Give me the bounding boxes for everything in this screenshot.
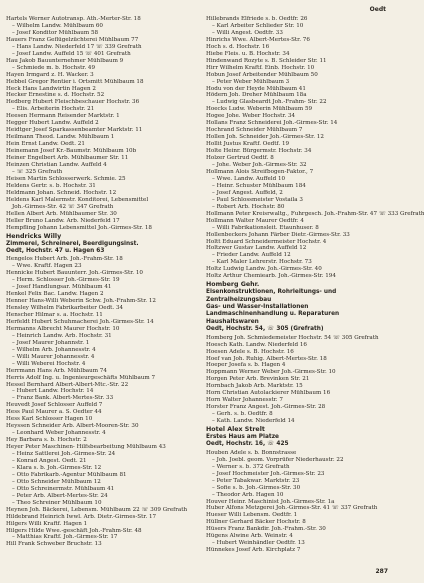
directory-entry: – Heinrich Landw. Arb. Hochstr. 31 <box>12 332 112 339</box>
directory-entry: Hügens Alwine Arb. Weinstr. 4 <box>206 533 293 540</box>
directory-entry: – Robert Arb. Hochstr. 80 <box>212 203 285 210</box>
directory-entry: Hobun Josef Arbeitender Mühlbaum 50 <box>206 71 318 78</box>
ad-homberg-line: Gas- und Wasser-Installationen <box>206 304 309 311</box>
directory-entry: Hein Ernst Landw. Oedt. 21 <box>6 141 85 148</box>
directory-entry: – Karl Maler Lehrerstr. Hochstr. 73 <box>212 259 312 266</box>
directory-entry: Hoecks Ludw. Weberin Mühlbaum 59 <box>206 106 313 113</box>
directory-entry: Homberg Joh. Schmiedemeister Hochstr. 54 ☏ 305 Grefrath <box>206 334 379 341</box>
directory-entry: Hollmann Peter Kreisrwaltg., Fuhrgesch. Joh.-Frahm-Str. 47 ☏ 333 Grefrath <box>206 210 424 217</box>
directory-entry: – Willi Maurer Johannesstr. 4 <box>12 353 95 360</box>
page-number: 287 <box>375 568 388 575</box>
directory-entry: – Kath. Landw. Niederfeld 14 <box>212 418 295 425</box>
directory-entry: – Johe. Weber Joh.-Girmes-Str. 32 <box>212 162 307 169</box>
directory-entry: Huber Alfons Metzgerei Joh.-Girmes-Str. 41 ☏ 337 Grefrath <box>206 505 378 512</box>
right-entries-top <box>206 16 424 280</box>
directory-entry: Heidtger Josef Sparkassenbeamter Marktstr. 11 <box>6 127 143 134</box>
directory-entry: – Werner s. b. 372 Grefrath <box>212 463 290 470</box>
directory-entry: – Elis. Arbeiterin Hochstr. 21 <box>12 106 95 113</box>
ad-hotel <box>206 426 391 449</box>
ad-hotel-line1: Erstes Haus am Platze <box>206 434 279 441</box>
directory-entry: Holtz Arthur Chemiearb. Joh.-Girmes-Str. 194 <box>206 273 336 280</box>
directory-entry: Heinzen Christian Landw. Auffeld 4 <box>6 162 107 169</box>
directory-entry: – Theodor Arb. Hagen 10 <box>212 491 284 498</box>
directory-entry: Herrmann Hans Arb. Mühlbaum 74 <box>6 367 107 374</box>
directory-entry: – Willi Angest. Oedtfr. 33 <box>212 29 283 36</box>
directory-entry: – Schmiede m. b. Hochstr. 49 <box>12 64 96 71</box>
directory-entry: – Klara s. b. Joh.-Girmes-Str. 12 <box>12 464 102 471</box>
directory-entry: – Wwe. Landw. Auffeld 10 <box>212 175 286 182</box>
directory-entry: Hüllner Gerhard Bäcker Hochstr. 8 <box>206 519 306 526</box>
directory-entry: Hengelos Hubert Arb. Joh.-Frahm-Str. 18 <box>6 256 123 263</box>
directory-entry: Hartels Werner Autotransp. Ath.-Merter-Str. 18 <box>6 16 141 22</box>
directory-entry: – Otto Fabrikarb.-Agentur Mühlbaum 81 <box>12 471 127 478</box>
directory-entry: Horn Christian Autolackierer Mühlbaum 16 <box>206 390 331 397</box>
directory-entry: Heuvedt Josef Schlosser Auffeld 7 <box>6 402 103 409</box>
directory-entry: – Willi Weberei Hochstr. 4 <box>12 360 86 367</box>
directory-entry: Hollans Franz Schneiderei Joh.-Girmes-Str. 14 <box>206 120 338 127</box>
directory-entry: – Paul Schlossmeister Vostaila 3 <box>212 196 303 203</box>
left-entries-top <box>6 16 191 232</box>
directory-entry: – ☏ 325 Grefrath <box>12 168 63 175</box>
right-column <box>206 16 424 554</box>
left-entries-mid <box>6 256 191 548</box>
directory-entry: Hödern Joh. Dreher Mühlbaum 18a <box>206 92 307 99</box>
ad-hendricks-name: Hendricks Willy <box>6 232 62 240</box>
ad-hotel-name: Hotel Alex Strelt <box>206 426 265 434</box>
directory-entry: – Franz Bank. Albert-Mertes-Str. 33 <box>12 395 114 402</box>
directory-entry: Hueser Willi Lebensm. Oedtfr. 1 <box>206 512 298 519</box>
directory-entry: – Hans Landw. Niederfeld 17 ☏ 339 Grefrath <box>12 43 142 50</box>
directory-entry: Hodu von der Heyde Mühlbaum 41 <box>206 85 306 92</box>
directory-entry: Hollenbeckers Johann Färber Dietr.-Girmes-Str. 33 <box>206 231 350 238</box>
directory-entry: Hecker Ernestine s. d. Hochstr. 52 <box>6 92 105 99</box>
directory-entry: – Peter Arb. Albert-Mertes-Str. 24 <box>12 492 108 499</box>
ad-homberg-line: Oedt, Hochstr. 54, ☏ 305 (Grefrath) <box>206 326 324 333</box>
directory-entry: Hollmann Walter Maurer Oedtfr. 4 <box>206 217 304 224</box>
directory-entry: Herris Adolf Ing. u. Ingenieurgeschäfts Mühlbaum 7 <box>6 374 156 381</box>
directory-entry: – Hubert Weinhändler Oedtfr. 13 <box>212 540 305 547</box>
directory-entry: Hünnekes Josef Arb. Kirchplatz 7 <box>206 547 301 554</box>
directory-entry: – Theo Schreiner Mühlbaum 10 <box>12 499 102 506</box>
directory-entry: Houver Heinr. Maschinist Joh.-Girmes-Str. 1a <box>206 498 335 505</box>
directory-entry: Hollit Justus Kraftf. Oedtf. 19 <box>206 141 290 148</box>
directory-entry: Holzer Gertrud Oedtf. 8 <box>206 155 274 162</box>
directory-entry: – Leonhard Weber Johannesstr. 4 <box>12 430 106 437</box>
directory-entry: – Karl Arbeiter Schlieder Str. 10 <box>212 22 304 29</box>
directory-entry: Hindenwand Rozyte s. B. Schleider Str. 11 <box>206 57 327 64</box>
directory-entry: Hegger Hubert Landw. Auffeld 2 <box>6 120 99 127</box>
directory-entry: Holtz Ludwig Landw. Joh.-Girmes-Str. 40 <box>206 266 322 273</box>
directory-entry: Heldens Karl Malermstr. Konditorei, Lebensmittel <box>6 196 149 203</box>
directory-entry: – Peter Weber Mühlbaum 3 <box>212 78 290 85</box>
directory-entry: Hollen Joh. Schneider Joh.-Girmes-Str. 12 <box>206 134 324 141</box>
directory-entry: Hauers Franz Geflügelzüchterei Mühlbaum 77 <box>6 36 139 43</box>
directory-entry: – Josef Konditor Mühlbaum 58 <box>12 29 99 36</box>
directory-entry: – Wilhelm Arb. Johannesstr. 4 <box>12 346 96 353</box>
directory-entry: Hiebe Fleis. u. B. Hochstr. 34 <box>206 50 290 57</box>
directory-entry: Heck Hans Landwirtin Hagen 2 <box>6 85 96 92</box>
directory-entry: Herfeldt Hubert Schuhmacherei Joh.-Girmes-Str. 14 <box>6 318 154 325</box>
directory-entry: Hempfling Johann Lebensmittel Joh.-Girmes-Str. 18 <box>6 224 152 231</box>
directory-entry: Hess Paul Maurer a. S. Oedter 44 <box>6 409 102 416</box>
directory-entry: Hoesen Adele s. B. Hochstr. 16 <box>206 348 294 355</box>
directory-entry: Heilmann Theod. Landw. Mühlbaum 1 <box>6 134 115 141</box>
ad-homberg <box>206 281 391 333</box>
directory-entry: Heisen Martin Schlosserwerk. Schmie. 25 <box>6 175 126 182</box>
directory-entry: Houben Adele s. b. Bonnstrasse <box>206 449 297 456</box>
ad-homberg-line: Zentralheizungsbau <box>206 296 272 303</box>
ad-hendricks-line2: Oedt, Hochstr. 47 u. Hagen 63 <box>6 247 105 254</box>
directory-entry: Hessel Bernhard Albert-Albert-Mtc.-Str. 22 <box>6 381 129 388</box>
ad-hendricks-line1: Zimmerei, Schreinerei, Beerdigungsinst. <box>6 240 139 247</box>
directory-entry: Hey Barbara s. b. Hochstr. 2 <box>6 437 87 444</box>
directory-entry: Heller Bruno Landw. Arb. Niederfeld 17 <box>6 217 120 224</box>
directory-entry: – Ludwig Glasbeardt Joh.-Frahm- Str. 22 <box>212 99 327 106</box>
directory-entry: – Josef Handlungsar. Mühlbaum 41 <box>12 284 112 291</box>
directory-entry: Heiner Engelbert Arb. Mühlbaumer Str. 11 <box>6 155 129 162</box>
ad-homberg-line: Haushaltswaren <box>206 318 259 325</box>
directory-entry: Henscher Hilmar s. a. Hochstr. 11 <box>6 311 103 318</box>
directory-entry: – Josef Maurer Johannstr. 1 <box>12 339 90 346</box>
ad-hendricks <box>6 233 191 256</box>
directory-entry: Hermanns Albrecht Maurer Hochstr. 10 <box>6 325 120 332</box>
right-entries-mid <box>206 335 391 425</box>
directory-entry: – Heinz Sattlerei Joh.-Girmes-Str. 24 <box>12 451 116 458</box>
directory-entry: – Gerh. s. b. Oedtfr. 8 <box>212 411 273 418</box>
directory-entry: – Hubert Landw. Hochstr. 14 <box>12 388 94 395</box>
directory-entry: Horster Franz Angest. Joh.-Girmes-Str. 28 <box>206 404 326 411</box>
directory-entry: Hüsers Franz Bankdir. Joh.-Frahm.-Str. 30 <box>206 526 326 533</box>
directory-entry: Hensley Wilhelm Fabrikarbeiter Oedt. 34 <box>6 305 124 312</box>
directory-entry: Hilgers Willi Kraftf. Hagen 1 <box>6 520 88 527</box>
directory-entry: Hoeper Josefa s. b. Hagen 4 <box>206 362 286 369</box>
directory-entry: – Josef Hochmeister Joh.-Girmes-Str. 23 <box>212 470 325 477</box>
directory-entry: – Josef Angest. Auffeld, 2 <box>212 189 283 196</box>
directory-entry: – Otto Schneider Mühlbaum 12 <box>12 478 101 485</box>
directory-entry: Hogee Johe. Weber Hochstr. 34 <box>206 113 296 120</box>
ad-homberg-name: Homberg Gehr. <box>206 281 260 289</box>
directory-entry: – Joh. Joebl. geom. Vorprüfer Niederhaustr. 22 <box>212 456 344 463</box>
directory-entry: – Peter Tabakwar. Marktstr. 23 <box>212 477 300 484</box>
directory-entry: Hollmann Alois Streifbogen-Faktor., 7 <box>206 168 314 175</box>
directory-entry: – Heinr. Schuster Mühlbaum 184 <box>212 182 306 189</box>
directory-entry: Hildebrand Heinrich Iwwl. Arb. Dietr.-Girmes-Str. 17 <box>6 513 157 520</box>
directory-entry: Holtzwer Gustav Landw. Auffeld 12 <box>206 245 307 252</box>
directory-entry: Hirr Wilhelm Kraftf. Einb. Hochstr. 10 <box>206 64 315 71</box>
directory-entry: Hilgers Hilde Wwe.-geschäft Joh.-Frahm-Str. 48 <box>6 527 142 534</box>
directory-entry: Hillebrands Elfriede s. b. Oedtfr. 26 <box>206 16 308 22</box>
directory-entry: Henner Hans-Willi Weberin Schw. Joh.-Frahm-Str. 12 <box>6 298 156 305</box>
directory-entry: – Josef Landw. Auffeld 15 ☏ 401 Grefrath <box>12 50 131 57</box>
directory-entry: Hennicke Hubert Bauunterr. Joh.-Girmes-Str. 10 <box>6 270 143 277</box>
directory-entry: Hebbel Gregor Rentier i. Ortsmitt Mühlbaum 18 <box>6 78 144 85</box>
directory-entry: – Otto Schreinermstr. Mühlbaum 41 <box>12 485 115 492</box>
directory-entry: Heynen Joh. Bäckerei, Lebensm. Mühlbaum 22 ☏ 309 Grefrath <box>6 506 188 513</box>
directory-entry: Hinrichs Wwe. Albert-Mertes-Str. 76 <box>206 36 310 43</box>
left-column <box>6 16 191 548</box>
directory-entry: – Wwe. Kraftf. Hagen 23 <box>12 263 82 270</box>
directory-entry: Heesen Hermann Reisender Marktstr. 1 <box>6 113 120 120</box>
directory-entry: Hornbach Jakob Arb. Marktstr. 15 <box>206 383 303 390</box>
directory-entry: Hill Frank Schweber Bruchstr. 13 <box>6 541 102 548</box>
directory-entry: Hayen Irmgard z. H. Wacker. 3 <box>6 71 94 78</box>
directory-entry: Hoppmann Werner Weber Joh.-Girmes-Str. 10 <box>206 369 336 376</box>
directory-entry: Henkel Felix Bac. Landw. Hagen 2 <box>6 291 104 298</box>
directory-entry: Hoef van Joh. Ruhig. Albert-Mertes-Str. 18 <box>206 355 327 362</box>
directory-entry: Heldens Gertr. s. b. Hochstr. 31 <box>6 182 96 189</box>
directory-entry: Holtt Eduard Schneidermeister Hochstr. 4 <box>206 238 327 245</box>
ad-hotel-line2: Oedt, Hochstr. 16, ☏ 425 <box>206 441 289 448</box>
directory-entry: – Herm. Schlosser Joh.-Girmes-Str. 19 <box>12 277 120 284</box>
directory-entry: Hellen Albert Arb. Mühlbaumer Str. 30 <box>6 210 117 217</box>
directory-entry: – Konrad Angest. Oedt. 21 <box>12 458 87 464</box>
directory-entry: Hochrand Schneider Mühlbaum 7 <box>206 127 303 134</box>
directory-entry: – Sofie s. b. Joh.-Girmes-Str. 30 <box>212 484 301 491</box>
directory-entry: Horn Walter Johannesstr. 7 <box>206 397 283 404</box>
running-head: Oedt <box>369 6 386 13</box>
ad-homberg-line: Landmaschinenhandlung u. Reparaturen <box>206 311 340 318</box>
right-entries-bottom <box>206 450 391 554</box>
directory-entry: Heinemann Josef Kr.-Baumstr. Mühlbaum 10b <box>6 148 137 155</box>
directory-entry: Hoesch Kath. Landw. Niederfeld 16 <box>206 341 307 348</box>
directory-entry: Hess Karl Schlosser Hagen 10 <box>6 416 93 423</box>
directory-entry: – Matthias Kraftf. Joh.-Girmes-Str. 17 <box>12 534 118 541</box>
directory-entry: Holte Heinr. Bürgermstr. Hochstr. 34 <box>206 148 312 155</box>
directory-entry: Heyer Peter Maschinen- Hilfsbearbeitung Mühlbaum 43 <box>6 444 166 451</box>
directory-entry: Heyssen Schneider Arb. Albert-Mooren-Str. 30 <box>6 423 139 430</box>
directory-entry: – Wilhelm Landw. Mühlbaum 60 <box>12 22 103 29</box>
directory-entry: Horgen Peter Arb. Brevinken Str. 21 <box>206 376 310 383</box>
directory-entry: Joh.-Girmes-Str. 42 ☏ 347 Grefrath <box>12 203 114 210</box>
directory-entry: Hoch s. d. Hochstr. 16 <box>206 43 270 50</box>
ad-homberg-line: Eisenkonstruktionen, Rohrleitungs- und <box>206 289 337 296</box>
directory-entry: Heldmann Johan. Schneid. Hochstr. 12 <box>6 189 117 196</box>
directory-entry: – Willi Fabrikationsleit. Etaunhuser. 8 <box>212 224 319 231</box>
directory-entry: Hau Jakob Bauunternehmer Mühlbaum 9 <box>6 57 124 64</box>
directory-entry: Hedberg Hubert Fleischbeschauer Hochstr. 36 <box>6 99 140 106</box>
directory-entry: – Frieder Landw. Auffeld 12 <box>212 252 291 259</box>
